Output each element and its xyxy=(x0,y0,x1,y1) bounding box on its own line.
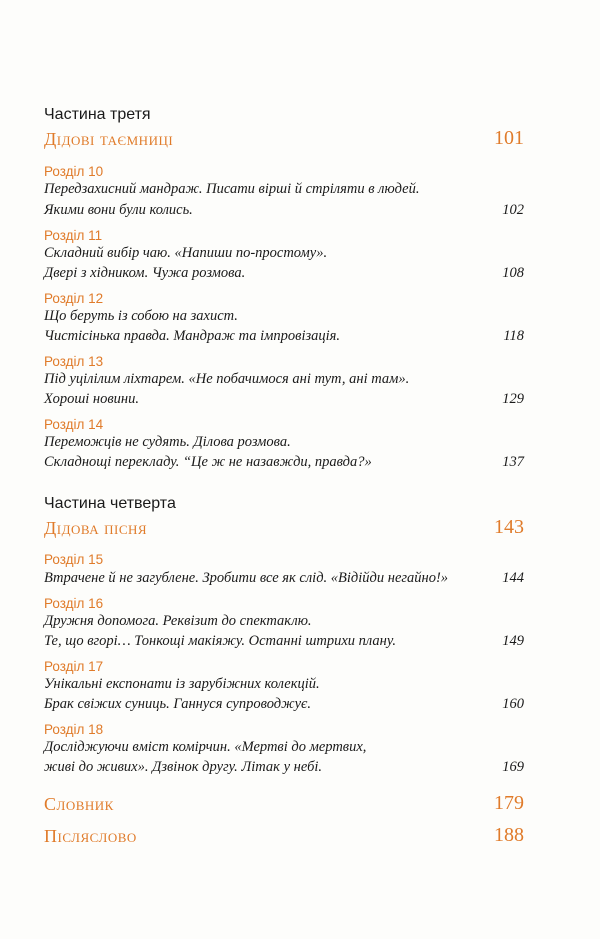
part-4-title[interactable]: Дідова пісня xyxy=(44,518,148,538)
chapter-14-label: Розділ 14 xyxy=(44,417,104,432)
part-4-label: Частина четверта xyxy=(44,495,176,512)
glossary-title[interactable]: Словник xyxy=(44,794,114,814)
chapter-14-line-2[interactable]: Складнощі перекладу. “Це ж не назавжди, правда?» xyxy=(44,454,372,470)
chapter-17-page: 160 xyxy=(502,696,524,712)
chapter-15-line-1[interactable]: Втрачене й не загублене. Зробити все як слід. «Відійди негайно!» xyxy=(44,570,449,586)
part-4-page: 143 xyxy=(494,516,524,538)
chapter-11-page: 108 xyxy=(502,265,524,281)
chapter-16-line-1[interactable]: Дружня допомога. Реквізит до спектаклю. xyxy=(44,613,312,629)
chapter-16-label: Розділ 16 xyxy=(44,596,104,611)
chapter-13-page: 129 xyxy=(502,391,524,407)
chapter-10-page: 102 xyxy=(502,202,524,218)
chapter-10-line-1[interactable]: Передзахисний мандраж. Писати вірші й стріляти в людей. xyxy=(44,181,420,197)
chapter-18-line-2[interactable]: живі до живих». Дзвінок другу. Літак у небі. xyxy=(44,759,323,775)
glossary-page: 179 xyxy=(494,792,524,814)
chapter-17-line-1[interactable]: Унікальні експонати із зарубіжних колекцій. xyxy=(44,676,320,692)
chapter-12-line-2[interactable]: Чистісінька правда. Мандраж та імпровізація. xyxy=(44,328,341,344)
chapter-11-line-2[interactable]: Двері з хідником. Чужа розмова. xyxy=(44,265,246,281)
chapter-15-label: Розділ 15 xyxy=(44,552,104,567)
part-3-label: Частина третя xyxy=(44,106,151,123)
chapter-16-page: 149 xyxy=(502,633,524,649)
chapter-14-line-1[interactable]: Переможців не судять. Ділова розмова. xyxy=(44,434,291,450)
chapter-14-page: 137 xyxy=(502,454,524,470)
afterword-title[interactable]: Післяслово xyxy=(44,826,137,846)
part-3-title[interactable]: Дідові таємниці xyxy=(44,129,174,149)
afterword-page: 188 xyxy=(494,824,524,846)
chapter-13-line-1[interactable]: Під уцілілим ліхтарем. «Не побачимося ані тут, ані там». xyxy=(44,371,410,387)
chapter-10-line-2[interactable]: Якими вони були колись. xyxy=(44,202,193,218)
chapter-18-label: Розділ 18 xyxy=(44,722,104,737)
chapter-18-page: 169 xyxy=(502,759,524,775)
chapter-13-label: Розділ 13 xyxy=(44,354,104,369)
chapter-13-line-2[interactable]: Хороші новини. xyxy=(44,391,139,407)
chapter-12-line-1[interactable]: Що беруть із собою на захист. xyxy=(44,308,238,324)
chapter-10-label: Розділ 10 xyxy=(44,164,104,179)
part-3-page: 101 xyxy=(494,127,524,149)
chapter-17-label: Розділ 17 xyxy=(44,659,104,674)
chapter-11-line-1[interactable]: Складний вибір чаю. «Напиши по-простому». xyxy=(44,245,328,261)
chapter-16-line-2[interactable]: Те, що вгорі… Тонкощі макіяжу. Останні штрихи плану. xyxy=(44,633,397,649)
chapter-12-label: Розділ 12 xyxy=(44,291,104,306)
chapter-12-page: 118 xyxy=(503,328,524,344)
chapter-17-line-2[interactable]: Брак свіжих суниць. Ганнуся супроводжує. xyxy=(44,696,311,712)
chapter-18-line-1[interactable]: Досліджуючи вміст комірчин. «Мертві до мертвих, xyxy=(44,739,367,755)
chapter-15-page: 144 xyxy=(502,570,524,586)
chapter-11-label: Розділ 11 xyxy=(44,228,103,243)
